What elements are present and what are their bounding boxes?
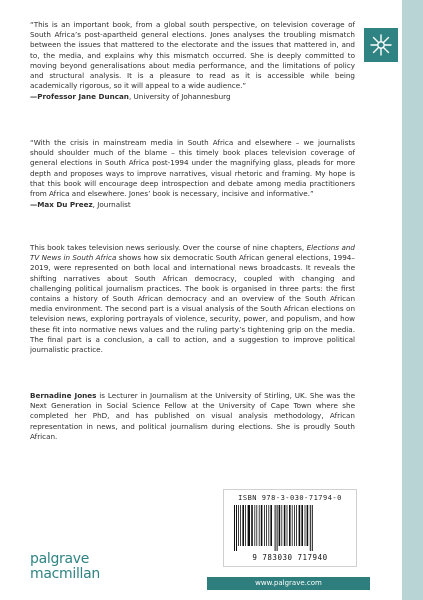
bio-body: is Lecturer in Journalism at the University of Stirling, UK. She was the Next Generation in Social Science Fellow at the University of Cape Town where she completed her PhD, and has published on visual analysis methodology, African representation in news, and political journalism during elections. She is proudly South African.	[30, 391, 355, 441]
barcode-bars	[232, 505, 348, 551]
isbn-label: ISBN 978-3-030-71794-0	[238, 494, 342, 502]
barcode-bar	[259, 505, 260, 546]
barcode-bar	[268, 505, 269, 546]
author-bio	[30, 391, 355, 442]
barcode-bar	[242, 505, 244, 546]
barcode-bar	[281, 505, 282, 546]
barcode-bar	[248, 505, 250, 546]
quote-author: —Professor Jane Duncan	[30, 92, 129, 102]
barcode-bar	[240, 505, 241, 546]
barcode-bar	[312, 505, 313, 551]
quote-text: “With the crisis in mainstream media in South Africa and elsewhere – we journalists should shoulder much of the blame – this timely book places television coverage of general elections in South Africa post-1994 under the magnifying glass, pleads for more depth and proposes ways to improve narratives, visual rhetoric and framing. My hope is that this book will encourage deep introspection and debate among media practitioners from Africa and elsewhere. Jones’ book is necessary, incisive and informative.”	[30, 138, 355, 199]
barcode-bar	[264, 505, 265, 546]
publisher-name-line1: palgrave	[30, 551, 90, 567]
barcode-bar	[279, 505, 281, 546]
barcode-bar	[245, 505, 246, 546]
palgrave-star-icon	[369, 33, 393, 57]
barcode-bar	[299, 505, 301, 546]
barcode-bar	[256, 505, 257, 546]
barcode-bar	[301, 505, 303, 546]
barcode-bar	[238, 505, 239, 546]
barcode-bar	[284, 505, 286, 546]
barcode-bar	[251, 505, 253, 546]
barcode-bar	[287, 505, 288, 546]
barcode-bar	[277, 505, 278, 551]
book-description	[30, 243, 355, 355]
barcode-bar	[292, 505, 293, 546]
quote-author: —Max Du Preez	[30, 200, 93, 210]
isbn-barcode	[223, 489, 357, 567]
endorsement-quote-1	[30, 20, 355, 103]
barcode-bar	[289, 505, 291, 546]
barcode-bar	[270, 505, 272, 546]
publisher-url[interactable]: www.palgrave.com	[207, 577, 370, 590]
barcode-bar	[254, 505, 255, 546]
book-title: Elections and TV News in South Africa	[30, 243, 355, 263]
barcode-bar	[275, 505, 276, 551]
quote-text: “This is an important book, from a global south perspective, on television coverage of South Africa’s post-apartheid general elections. Jones analyses the troubling mismatch between the issues that mattered to the electorate and the issues that mattered in, and to, the media, and explains why this mismatch occurred. She is deeply committed to moving beyond generalisations about media performance, and the limitations of policy and structural analysis. It is a pleasure to read as it is accessible while being academically rigorous, so it will appeal to a wide audience.”	[30, 20, 355, 91]
bio-text	[30, 391, 355, 442]
barcode-bar	[261, 505, 263, 546]
barcode-bar	[310, 505, 311, 551]
barcode-bar	[234, 505, 235, 551]
quote-affiliation: , Journalist	[92, 200, 131, 210]
description-lead: This book takes television news seriously. Over the course of nine chapters,	[30, 243, 307, 252]
quote-attribution	[30, 92, 355, 102]
description-text	[30, 243, 355, 355]
barcode-bar	[266, 505, 267, 546]
description-body: shows how six democratic South African general elections, 1994–2019, were represented on both local and international news broadcasts. It reveals the shifting narratives about South African democracy, coupled with changing and challenging political journalism practices. The book is organised in three parts: the first contains a history of South African democracy and an overview of the South African media environment. The second part is a visual analysis of the South African elections on television news, exploring portrayals of violence, security, power, and populism, and how these fit into normative news values and the ruling party’s tightening grip on the media. The final part is a conclusion, a call to action, and a suggestion to improve political journalistic practice.	[30, 253, 355, 355]
spine-stripe	[402, 0, 423, 600]
barcode-number: 9 783030 717940	[252, 553, 328, 562]
publisher-name-line2: macmillan	[30, 566, 100, 582]
barcode-bar	[307, 505, 309, 546]
barcode-bar	[296, 505, 297, 546]
quote-affiliation: , University of Johannesburg	[128, 92, 231, 102]
publisher-emblem	[364, 28, 398, 62]
endorsement-quote-2	[30, 138, 355, 210]
author-name: Bernadine Jones	[30, 391, 97, 400]
publisher-logo	[30, 552, 100, 582]
quote-attribution	[30, 200, 355, 210]
barcode-bar	[305, 505, 306, 546]
barcode-bar	[294, 505, 295, 546]
barcode-bar	[236, 505, 237, 551]
